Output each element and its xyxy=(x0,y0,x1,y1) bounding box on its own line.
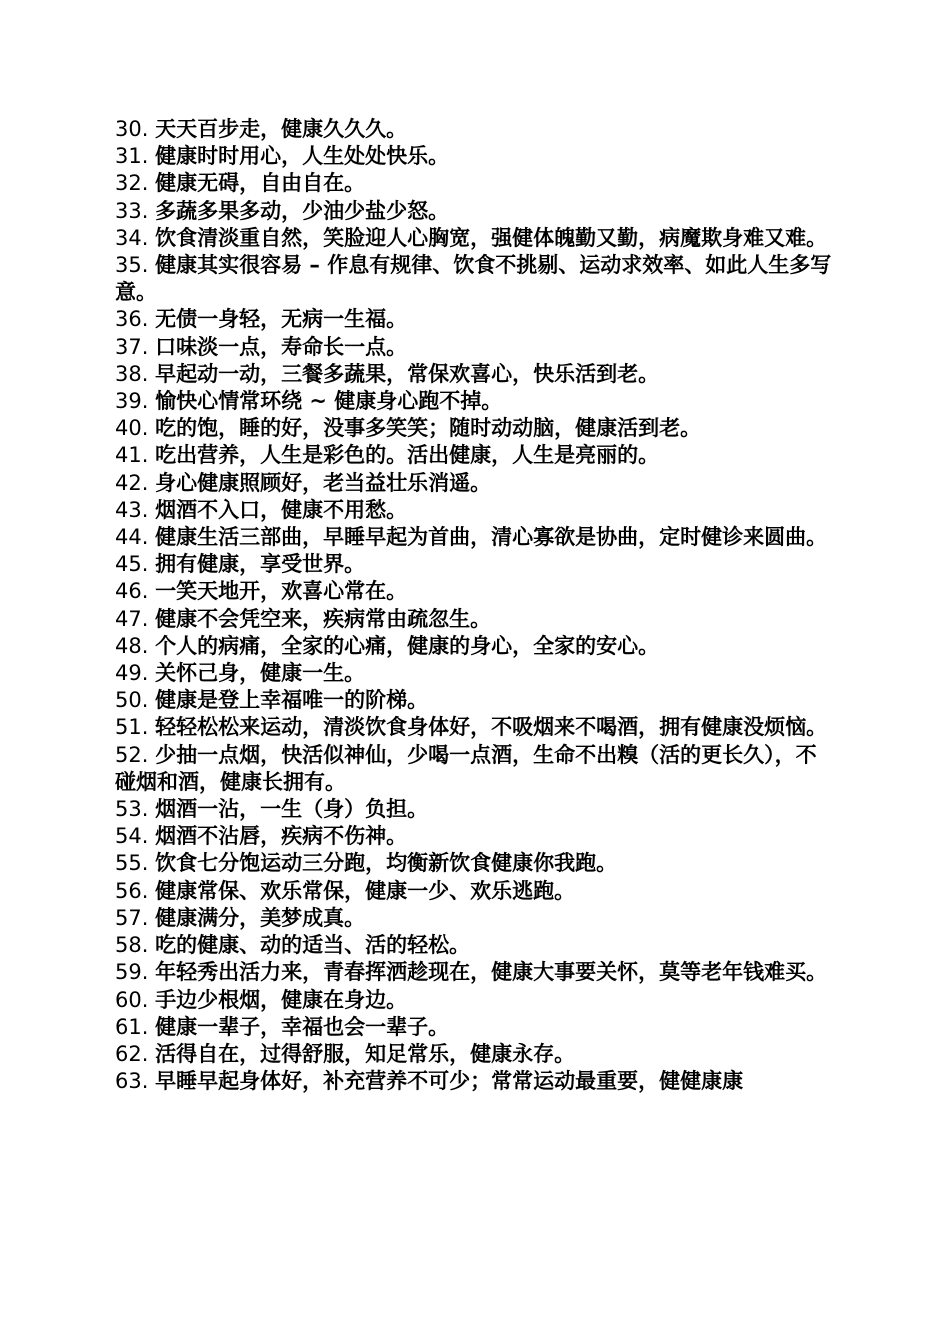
list-item xyxy=(115,878,835,905)
list-item xyxy=(115,470,835,497)
item-number: 48. xyxy=(115,633,156,658)
item-text: 吃的健康、动的适当、活的轻松。 xyxy=(155,933,471,958)
item-number: 38. xyxy=(115,361,156,386)
item-text: 健康一辈子，幸福也会一辈子。 xyxy=(155,1014,450,1039)
item-text: 健康时时用心，人生处处快乐。 xyxy=(155,144,450,169)
item-text: 拥有健康，享受世界。 xyxy=(155,552,366,577)
item-text: 愉快心情常环绕 ~ 健康身心跑不掉。 xyxy=(155,389,503,414)
item-text: 早睡早起身体好，补充营养不可少；常常运动最重要，健健康康 xyxy=(155,1069,744,1094)
item-text: 多蔬多果多动，少油少盐少怒。 xyxy=(155,198,450,223)
list-item xyxy=(115,578,835,605)
list-item xyxy=(115,225,835,252)
item-text: 健康其实很容易 – 作息有规律、饮食不挑剔、运动求效率、如此人生多写意。 xyxy=(115,253,832,305)
item-number: 37. xyxy=(115,334,156,359)
list-item xyxy=(115,116,835,143)
item-text: 活得自在，过得舒服，知足常乐，健康永存。 xyxy=(155,1041,576,1066)
list-item xyxy=(115,742,835,796)
list-item xyxy=(115,796,835,823)
item-number: 39. xyxy=(115,389,156,414)
list-item xyxy=(115,987,835,1014)
list-item xyxy=(115,1041,835,1068)
item-text: 烟酒不沾唇，疾病不伤神。 xyxy=(155,824,408,849)
list-item xyxy=(115,334,835,361)
list-item xyxy=(115,551,835,578)
item-text: 烟酒不入口，健康不用愁。 xyxy=(155,497,408,522)
list-item xyxy=(115,388,835,415)
item-text: 早起动一动，三餐多蔬果，常保欢喜心，快乐活到老。 xyxy=(155,361,660,386)
item-text: 身心健康照顾好，老当益壮乐消遥。 xyxy=(155,470,492,495)
item-number: 60. xyxy=(115,987,156,1012)
item-text: 少抽一点烟，快活似神仙，少喝一点酒，生命不出糗（活的更长久），不碰烟和酒，健康长拥有。 xyxy=(115,742,817,794)
item-number: 41. xyxy=(115,443,156,468)
item-number: 62. xyxy=(115,1041,156,1066)
item-number: 63. xyxy=(115,1069,156,1094)
item-text: 年轻秀出活力来，青春挥洒趁现在，健康大事要关怀，莫等老年钱难买。 xyxy=(155,960,828,985)
item-text: 天天百步走，健康久久久。 xyxy=(155,117,408,141)
list-item xyxy=(115,959,835,986)
list-item xyxy=(115,415,835,442)
item-number: 54. xyxy=(115,824,156,849)
list-item xyxy=(115,714,835,741)
item-number: 35. xyxy=(115,253,156,278)
item-text: 个人的病痛，全家的心痛，健康的身心，全家的安心。 xyxy=(155,633,660,658)
item-number: 61. xyxy=(115,1014,156,1039)
list-item xyxy=(115,905,835,932)
list-item xyxy=(115,497,835,524)
item-number: 46. xyxy=(115,579,156,604)
item-number: 31. xyxy=(115,144,156,169)
list-item xyxy=(115,606,835,633)
item-text: 吃的饱，睡的好，没事多笑笑；随时动动脑，健康活到老。 xyxy=(155,416,702,441)
list-item xyxy=(115,306,835,333)
item-number: 32. xyxy=(115,171,156,196)
item-text: 烟酒一沾，一生（身）负担。 xyxy=(155,797,429,822)
item-number: 43. xyxy=(115,497,156,522)
list-item xyxy=(115,170,835,197)
item-text: 健康无碍，自由自在。 xyxy=(155,171,366,196)
list-item xyxy=(115,252,835,306)
list-item xyxy=(115,143,835,170)
item-number: 40. xyxy=(115,416,156,441)
item-text: 口味淡一点，寿命长一点。 xyxy=(155,334,408,359)
item-number: 52. xyxy=(115,742,156,767)
item-number: 36. xyxy=(115,307,156,332)
item-text: 健康生活三部曲，早睡早起为首曲，清心寡欲是协曲，定时健诊来圆曲。 xyxy=(155,525,828,550)
item-number: 44. xyxy=(115,525,156,550)
item-number: 51. xyxy=(115,715,156,740)
list-item xyxy=(115,442,835,469)
item-number: 58. xyxy=(115,933,156,958)
item-number: 47. xyxy=(115,606,156,631)
item-text: 吃出营养，人生是彩色的。活出健康，人生是亮丽的。 xyxy=(155,443,660,468)
item-number: 56. xyxy=(115,878,156,903)
item-text: 手边少根烟，健康在身边。 xyxy=(155,987,408,1012)
item-text: 关怀己身，健康一生。 xyxy=(155,661,366,686)
list-item xyxy=(115,1014,835,1041)
list-item xyxy=(115,361,835,388)
item-text: 一笑天地开，欢喜心常在。 xyxy=(155,579,408,604)
item-number: 45. xyxy=(115,552,156,577)
item-number: 50. xyxy=(115,688,156,713)
item-number: 55. xyxy=(115,851,156,876)
item-text: 饮食七分饱运动三分跑，均衡新饮食健康你我跑。 xyxy=(155,851,618,876)
list-item xyxy=(115,1068,835,1095)
item-text: 健康是登上幸福唯一的阶梯。 xyxy=(155,688,429,713)
item-number: 34. xyxy=(115,225,156,250)
item-number: 59. xyxy=(115,960,156,985)
item-number: 49. xyxy=(115,661,156,686)
list-item xyxy=(115,850,835,877)
item-number: 33. xyxy=(115,198,156,223)
item-number: 57. xyxy=(115,905,156,930)
item-number: 30. xyxy=(115,117,156,141)
list-item xyxy=(115,633,835,660)
item-text: 轻轻松松来运动，清淡饮食身体好，不吸烟来不喝酒，拥有健康没烦恼。 xyxy=(155,715,828,740)
item-text: 健康满分，美梦成真。 xyxy=(155,905,366,930)
item-number: 53. xyxy=(115,797,156,822)
list-item xyxy=(115,660,835,687)
item-text: 健康不会凭空来，疾病常由疏忽生。 xyxy=(155,606,492,631)
list-item xyxy=(115,524,835,551)
item-text: 无债一身轻，无病一生福。 xyxy=(155,307,408,332)
item-number: 42. xyxy=(115,470,156,495)
item-text: 饮食清淡重自然，笑脸迎人心胸宽，强健体魄勤又勤，病魔欺身难又难。 xyxy=(155,225,828,250)
list-item xyxy=(115,198,835,225)
list-item xyxy=(115,687,835,714)
item-text: 健康常保、欢乐常保，健康一少、欢乐逃跑。 xyxy=(155,878,576,903)
list-item xyxy=(115,932,835,959)
list-item xyxy=(115,823,835,850)
document-page xyxy=(115,116,835,1095)
